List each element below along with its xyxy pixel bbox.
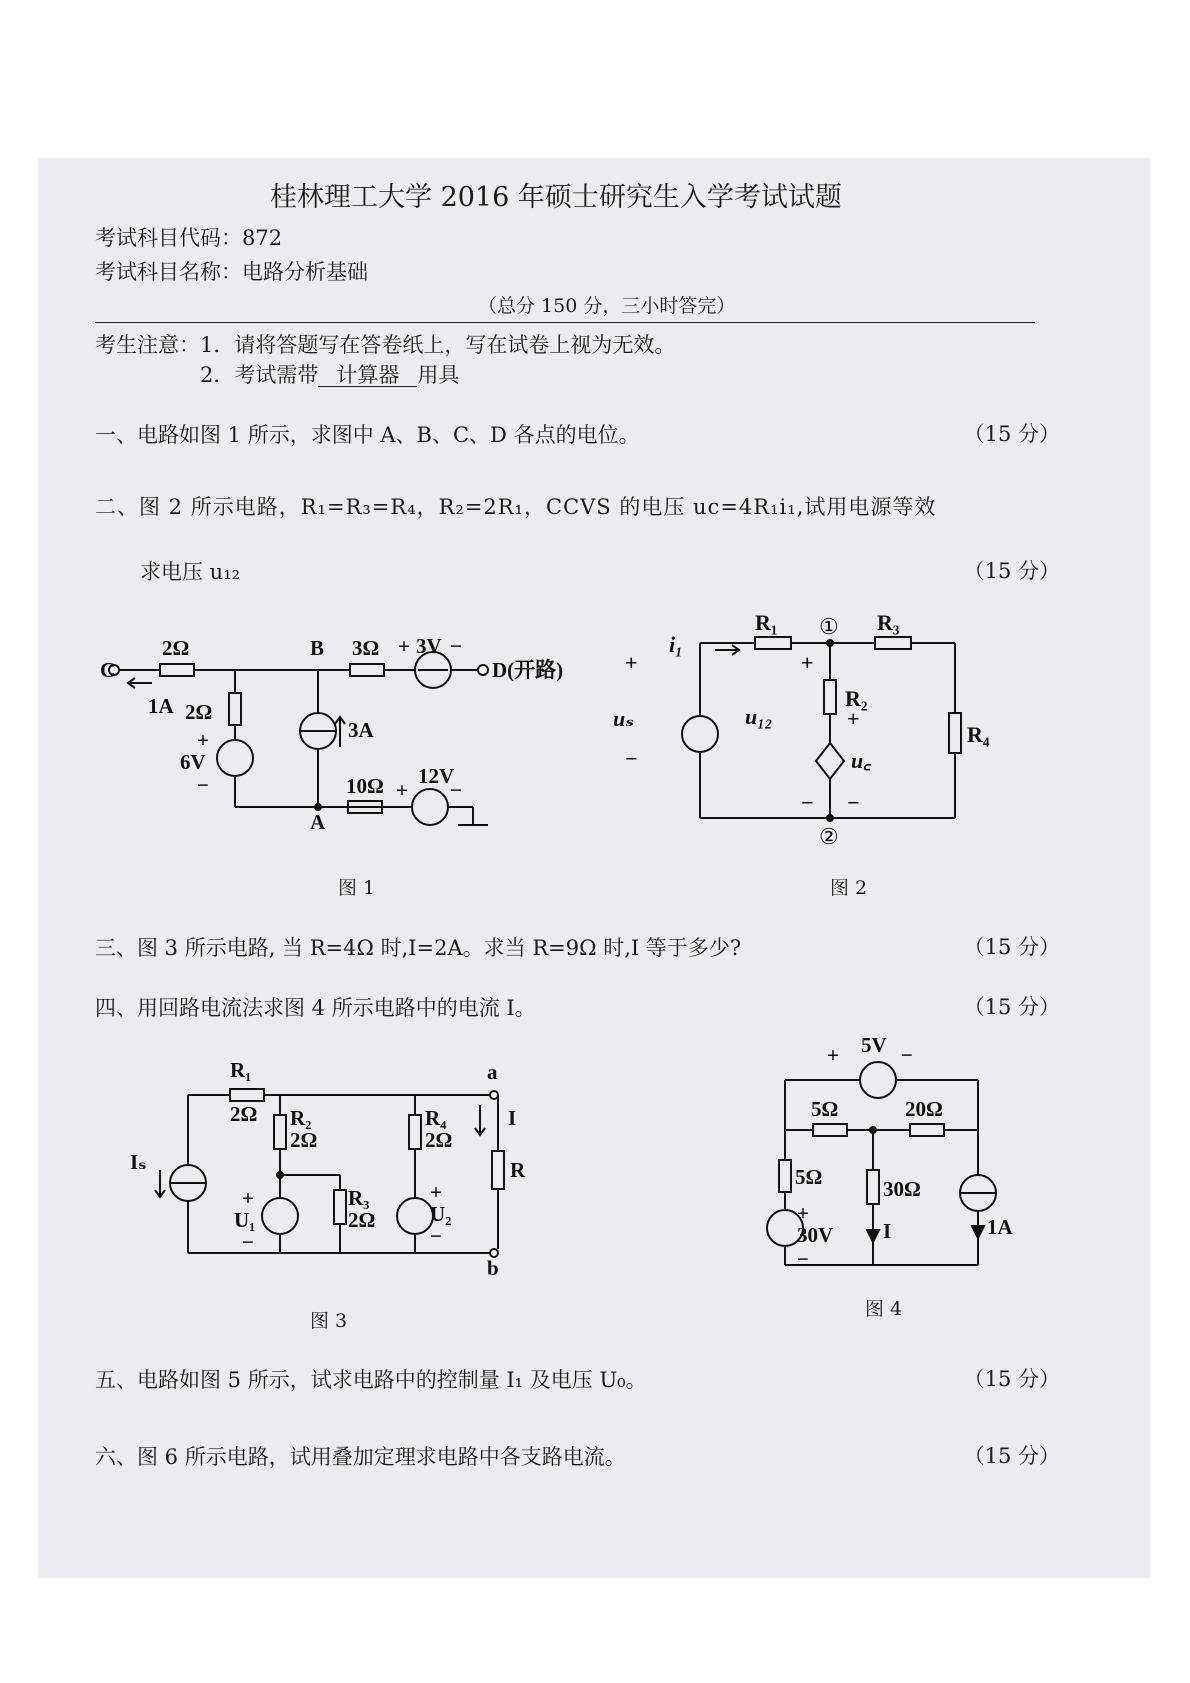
figure-3-caption: 图 3	[310, 1310, 348, 1332]
figure-2-caption: 图 2	[830, 877, 868, 899]
label-1a: 1A	[987, 1215, 1013, 1239]
figure-3-circuit	[130, 1058, 550, 1280]
label-c: C	[100, 658, 116, 682]
label-1a: 1A	[148, 694, 174, 718]
resistor-r	[492, 1151, 504, 1189]
resistor-5ohm-left	[779, 1160, 791, 1192]
subject-name-line	[95, 262, 368, 283]
subject-name-label: 考试科目名称：	[95, 260, 242, 284]
label-r: R	[510, 1158, 526, 1182]
page-title: 桂林理工大学 2016 年硕士研究生入学考试试题	[270, 182, 842, 213]
question-4-score: （15 分）	[963, 995, 1060, 1019]
label-u2: U₂	[430, 1202, 452, 1226]
question-1: 一、电路如图 1 所示，求图中 A、B、C、D 各点的电位。	[95, 423, 640, 447]
label-uc-plus: +	[847, 706, 860, 731]
subject-name: 电路分析基础	[242, 260, 368, 284]
question-3-score: （15 分）	[963, 935, 1060, 959]
label-r4: R₄	[425, 1106, 447, 1130]
resistor-r2	[274, 1115, 286, 1149]
label-r5-left: 5Ω	[795, 1165, 823, 1189]
figure-4-caption: 图 4	[865, 1298, 903, 1320]
label-r4: R₄	[967, 722, 990, 747]
current-arrow-i	[867, 1230, 879, 1242]
voltage-source-u1	[262, 1198, 298, 1234]
label-r1: R₁	[230, 1058, 252, 1082]
label-u12-minus: −	[801, 790, 814, 815]
label-r5-top: 5Ω	[811, 1097, 839, 1121]
label-5v: 5V	[861, 1033, 887, 1057]
label-3v-plus: +	[398, 634, 410, 658]
label-r2: R₂	[290, 1106, 312, 1130]
label-r20: 20Ω	[905, 1097, 943, 1121]
notice-label: 考生注意：	[95, 333, 200, 357]
label-3a: 3A	[348, 718, 374, 742]
terminal-d	[478, 665, 488, 675]
resistor-3ohm	[350, 664, 384, 676]
node-1	[827, 640, 833, 646]
question-6: 六、图 6 所示电路，试用叠加定理求电路中各支路电流。	[95, 1445, 626, 1469]
resistor-r3	[334, 1190, 346, 1224]
label-u1-minus: −	[242, 1230, 254, 1254]
label-i1: i₁	[669, 632, 683, 657]
resistor-20ohm	[910, 1124, 944, 1136]
question-1-score: （15 分）	[963, 422, 1060, 446]
question-2-score: （15 分）	[963, 559, 1060, 583]
label-a: a	[487, 1060, 498, 1084]
label-a: A	[310, 810, 326, 834]
label-node-2: ②	[819, 824, 839, 849]
subject-code-line	[95, 228, 282, 249]
label-r1-value: 2Ω	[230, 1102, 258, 1126]
label-12v: 12V	[418, 764, 455, 788]
ccvs-diamond	[816, 743, 844, 779]
label-u1-plus: +	[242, 1186, 254, 1210]
label-r-left: 2Ω	[185, 700, 213, 724]
question-3: 三、图 3 所示电路, 当 R=4Ω 时,I=2A。求当 R=9Ω 时,I 等于多少?	[95, 936, 742, 960]
label-6v-plus: +	[197, 728, 209, 752]
current-arrow-1a	[972, 1226, 984, 1238]
resistor-r2	[824, 680, 836, 714]
resistor-2ohm-left	[229, 693, 241, 725]
voltage-source-us	[682, 716, 718, 752]
label-r3-value: 2Ω	[348, 1208, 376, 1232]
resistor-r4	[949, 713, 961, 753]
label-3v-minus: −	[450, 634, 462, 658]
question-4: 四、用回路电流法求图 4 所示电路中的电流 I。	[95, 996, 536, 1020]
figure-1-circuit	[100, 625, 564, 865]
question-2: 二、图 2 所示电路，R₁=R₃=R₄，R₂=2R₁，CCVS 的电压 uc=4R₁i₁,试用电源等效	[95, 495, 937, 519]
label-5v-minus: −	[901, 1043, 913, 1067]
question-5: 五、电路如图 5 所示，试求电路中的控制量 I₁ 及电压 U₀。	[95, 1368, 647, 1392]
label-uc: u꜀	[851, 748, 871, 773]
label-6v: 6V	[180, 750, 206, 774]
notice-line-1	[95, 335, 675, 356]
resistor-2ohm-top	[160, 664, 194, 676]
notice-item-2-blank: 计算器	[318, 365, 417, 387]
question-6-score: （15 分）	[963, 1444, 1060, 1468]
label-30v-minus: −	[797, 1247, 809, 1271]
resistor-r3	[875, 637, 911, 649]
label-uc-minus: −	[847, 790, 860, 815]
label-3v: 3V	[416, 634, 442, 658]
label-r-mid: 3Ω	[352, 636, 380, 660]
subject-code-label: 考试科目代码：	[95, 226, 242, 250]
terminal-a	[490, 1091, 498, 1099]
label-r1: R₁	[755, 610, 778, 635]
voltage-source-12v	[412, 789, 448, 825]
label-r2-value: 2Ω	[290, 1128, 318, 1152]
question-5-score: （15 分）	[963, 1367, 1060, 1391]
label-i: I	[883, 1219, 892, 1243]
label-r2: R₂	[845, 686, 868, 711]
notice-line-2	[200, 365, 459, 387]
voltage-source-u2	[397, 1198, 433, 1234]
notice-item-2-suffix: 用具	[417, 363, 460, 387]
label-5v-plus: +	[827, 1043, 839, 1067]
label-30v-plus: +	[797, 1201, 809, 1225]
label-u2-plus: +	[430, 1180, 442, 1204]
subject-code: 872	[242, 226, 283, 250]
total-info: （总分 150 分，三小时答完）	[478, 295, 736, 317]
voltage-source-6v	[217, 740, 253, 776]
header-divider	[95, 322, 1035, 323]
label-u12: u₁₂	[745, 704, 773, 729]
label-u2-minus: −	[430, 1224, 442, 1248]
label-is: Iₛ	[130, 1150, 147, 1174]
notice-item-1: 1．请将答题写在答卷纸上，写在试卷上视为无效。	[200, 333, 676, 357]
label-b: B	[310, 636, 325, 660]
label-us-plus: +	[625, 650, 638, 675]
figure-4-circuit	[755, 1030, 1015, 1290]
label-d: D(开路)	[492, 658, 564, 682]
question-2-line-2: 求电压 u₁₂	[140, 560, 241, 584]
label-u1: U₁	[234, 1208, 256, 1232]
label-6v-minus: −	[197, 773, 209, 797]
label-r-top: 2Ω	[162, 636, 190, 660]
label-b: b	[487, 1256, 499, 1280]
label-12v-plus: +	[396, 778, 408, 802]
label-node-1: ①	[819, 614, 839, 639]
label-r3: R₃	[348, 1186, 370, 1210]
label-r-bot: 10Ω	[346, 774, 384, 798]
label-us: uₛ	[613, 706, 634, 731]
resistor-r1	[755, 637, 791, 649]
label-us-minus: −	[625, 746, 638, 771]
voltage-source-5v	[860, 1062, 896, 1098]
label-30v: 30V	[797, 1223, 834, 1247]
resistor-30ohm	[867, 1170, 879, 1204]
resistor-5ohm-top	[813, 1124, 847, 1136]
label-i: I	[508, 1106, 517, 1130]
figure-1-caption: 图 1	[338, 877, 376, 899]
label-u12-plus: +	[801, 650, 814, 675]
label-r30: 30Ω	[883, 1177, 921, 1201]
figure-2-circuit	[613, 610, 990, 849]
resistor-r4	[409, 1115, 421, 1149]
label-12v-minus: −	[450, 778, 462, 802]
label-r4-value: 2Ω	[425, 1128, 453, 1152]
notice-item-2-prefix: 2．考试需带	[200, 363, 319, 387]
label-r3: R₃	[877, 610, 900, 635]
node-2	[827, 815, 833, 821]
resistor-r1	[230, 1089, 264, 1101]
